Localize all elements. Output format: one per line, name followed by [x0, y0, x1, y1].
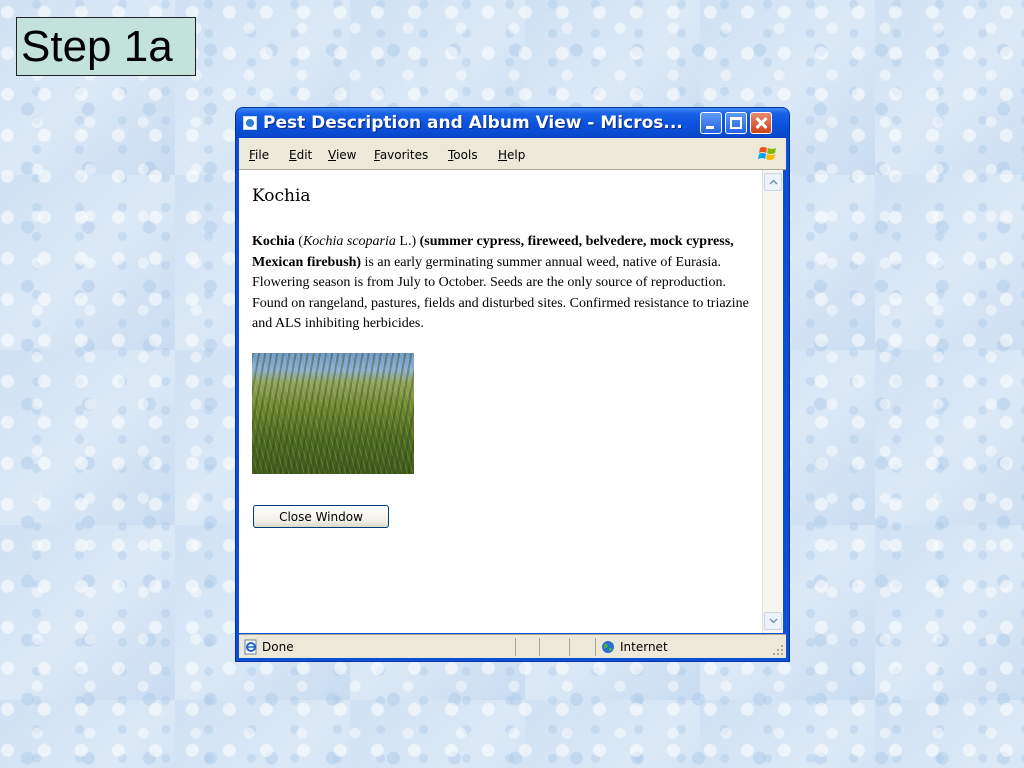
step-label: Step 1a	[16, 17, 196, 76]
scroll-down-button[interactable]	[764, 612, 782, 630]
status-divider	[595, 638, 596, 656]
open-paren: (	[294, 234, 303, 249]
common-names: (summer cypress, fireweed, belvedere, mock cypress, Mexican firebush)	[252, 234, 734, 270]
minimize-button[interactable]	[700, 112, 722, 134]
status-divider	[539, 638, 540, 656]
status-text: Done	[262, 640, 294, 654]
scientific-name: Kochia scoparia	[302, 234, 396, 249]
menu-favorites[interactable]: Favorites	[374, 148, 429, 162]
page-heading: Kochia	[252, 186, 311, 206]
authority: L.)	[395, 234, 420, 249]
vertical-scrollbar[interactable]	[762, 170, 783, 633]
menu-bar	[239, 138, 786, 170]
windows-flag-icon	[758, 144, 778, 164]
browser-window	[235, 107, 790, 662]
status-divider	[569, 638, 570, 656]
kochia-photo[interactable]	[252, 353, 414, 474]
menu-edit[interactable]: Edit	[289, 148, 313, 162]
chevron-up-icon	[769, 179, 778, 185]
status-bar	[239, 634, 786, 658]
menu-tools[interactable]: Tools	[448, 148, 478, 162]
ie-page-icon	[243, 116, 257, 130]
ie-page-icon	[243, 639, 259, 655]
status-divider	[515, 638, 516, 656]
pest-description	[252, 232, 752, 335]
description-text: is an early germinating summer annual weed, native of Eurasia. Flowering season is from July to October. Seeds are the only source of reproduction. Found on rangeland, pastures, fields and disturbed sites. Confirmed resistance to triazine and ALS inhibiting herbicides.	[252, 254, 749, 331]
title-bar[interactable]	[236, 108, 789, 138]
menu-file[interactable]: File	[249, 148, 270, 162]
scroll-up-button[interactable]	[764, 173, 782, 191]
menu-help[interactable]: Help	[498, 148, 526, 162]
chevron-down-icon	[769, 618, 778, 624]
maximize-button[interactable]	[725, 112, 747, 134]
pest-name: Kochia	[252, 234, 295, 249]
close-window-x-button[interactable]	[750, 112, 772, 134]
resize-grip-icon[interactable]	[772, 644, 784, 656]
window-title: Pest Description and Album View - Micros...	[263, 113, 683, 133]
security-zone: Internet	[620, 640, 668, 654]
globe-icon	[601, 640, 615, 654]
page-content	[239, 170, 762, 633]
menu-view[interactable]: View	[328, 148, 357, 162]
close-window-button[interactable]: Close Window	[253, 505, 389, 528]
